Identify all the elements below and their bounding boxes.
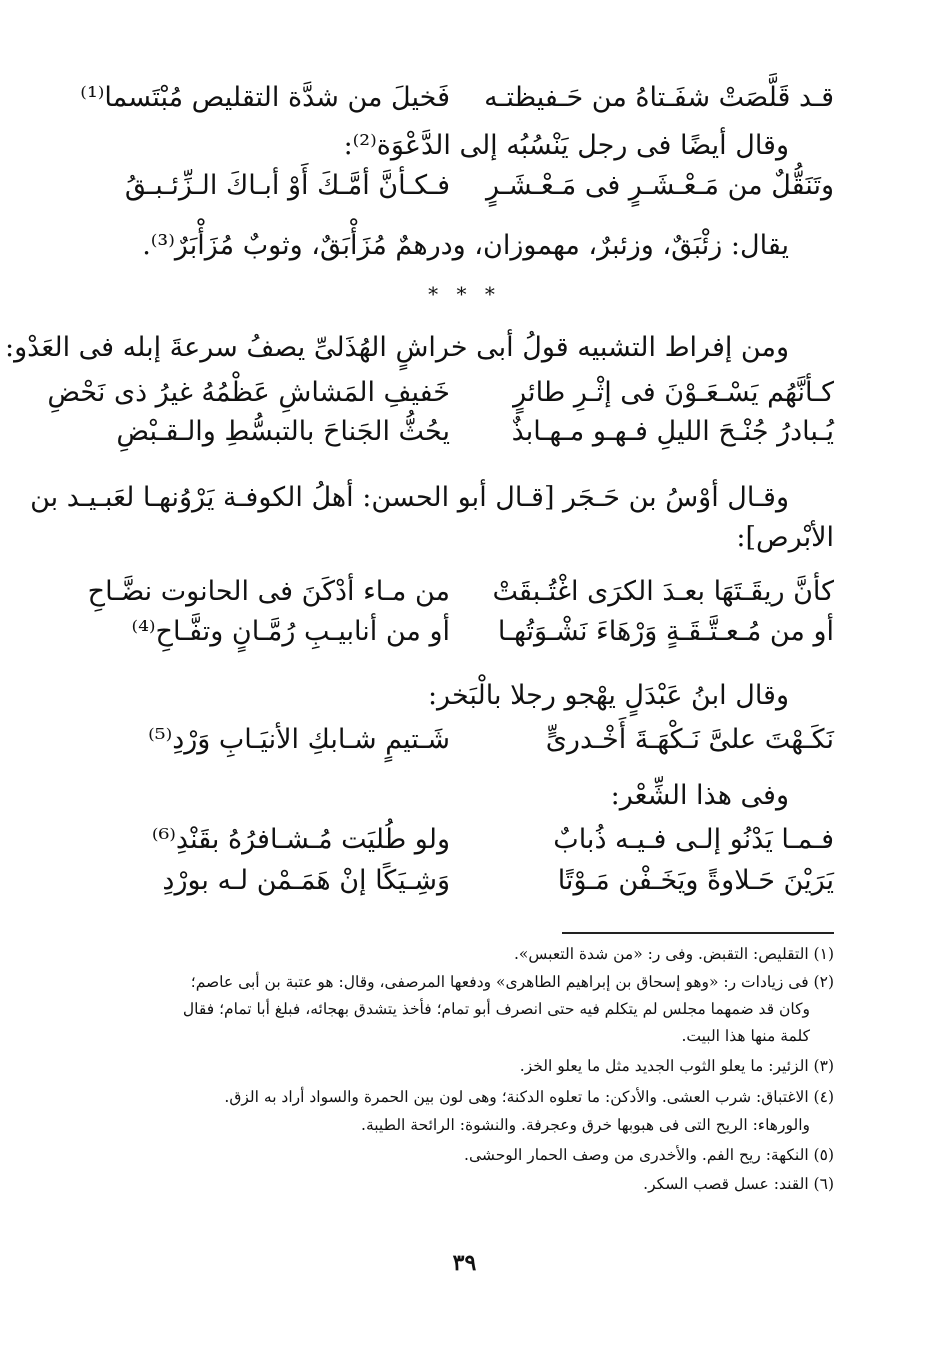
- verse-line: [95, 720, 834, 760]
- footnote: (٣) الزئير: ما يعلو الثوب الجديد مثل ما يعلو الخز.: [519, 1057, 834, 1075]
- verse-line: [87, 572, 834, 612]
- hemistich-first: فـمـا يَدْنُو إلـى فـيـه ذُبابٌ: [553, 824, 834, 855]
- prose-line: يقال: زئْبَقٌ، وزئبرٌ، مهموزان، ودرهمٌ مُزَأْبَقٌ، وثوبٌ مُزَأْبَرٌ⁽³⁾.: [142, 230, 789, 261]
- hemistich-first: قـد قَلَّصَتْ شفَـتاهُ من حَـفيظتـه: [484, 82, 834, 113]
- verse-line: [47, 373, 834, 413]
- verse-line: [95, 412, 834, 452]
- prose-line: وقال أيضًا فى رجل يَنْسُبُه إلى الدَّعْوَة⁽²⁾:: [343, 130, 789, 161]
- verse-line: [95, 820, 834, 860]
- prose-line: ومن إفراط التشبيه قولُ أبى خراشٍ الهُذَلىِّ يصفُ سرعةَ إبله فى العَدْو:: [5, 332, 789, 363]
- prose-line: الأبْرص]:: [736, 522, 834, 553]
- hemistich-first: وتَنَقُّلٌ من مَـعْـشَـرٍ فى مَـعْـشَـرٍ: [486, 170, 834, 201]
- footnote: (١) التقليص: التقبض. وفى ر: «من شدة التعبس».: [513, 945, 834, 963]
- hemistich-first: نَكَـهْتَ علىَّ نَـكْهَـةَ أَخْـدرىٍّ: [545, 724, 834, 755]
- hemistich-second: يحُثُّ الجَناحَ بالتبسُّطِ والـقـبْضِ: [116, 416, 450, 447]
- hemistich-first: يَرَيْنَ حَـلاوةً ويَخَـفْن مَـوْتًا: [557, 865, 834, 896]
- prose-line: وفى هذا الشِّعْر:: [610, 780, 789, 811]
- hemistich-first: أو من مُـعـتَّـقَـةٍ وَرْهَاءَ نَشْـوَتُهـا: [497, 616, 834, 647]
- hemistich-second: ولو طُليَت مُـشـافرُهُ بقَنْدِ⁽⁶⁾: [151, 824, 450, 855]
- hemistich-second: شَـتيمٍ شـابكِ الأنيَـابِ وَرْدِ⁽⁵⁾: [148, 724, 450, 755]
- page-number: ٣٩: [452, 1250, 477, 1276]
- footnote: (٤) الاغتباق: شرب العشى. والأدكن: ما تعلوه الدكنة؛ وهى لون بين الحمرة والسواد أراد به الزق.: [224, 1088, 834, 1106]
- footnote-continuation: وكان قد ضمهما مجلس لم يتكلم فيه حتى انصرف أبو تمام؛ فأخذ يتشدق بهجائه، فبلغ أبا تمام؛ فقال: [182, 1000, 810, 1018]
- footnote: (٦) القند: عسل قصب السكر.: [643, 1175, 834, 1193]
- prose-line: وقـال أوْسُ بن حَـجَر [قـال أبو الحسن: أهلُ الكوفـة يَرْوُنهـا لعَبـيـد بن: [30, 482, 789, 513]
- footnote-divider: [562, 932, 834, 934]
- footnote: (٢) فى زيادات ر: «وهو إسحاق بن إبراهيم الطاهرى» ودفعها المرصفى، وقال: هو عتبة بن أبى عاصم؛: [190, 973, 834, 991]
- hemistich-second: من مـاء أدْكَنَ فى الحانوت نضَّـاحِ: [87, 576, 450, 607]
- footnote: (٥) النكهة: ريح الفم. والأخدرى من وصف الحمار الوحشى.: [464, 1146, 834, 1164]
- hemistich-second: أو من أنابيـبِ رُمَّـانٍ وتفَّـاحِ⁽⁴⁾: [131, 616, 450, 647]
- verse-line: [95, 612, 834, 652]
- hemistich-second: فَخيلَ من شدَّة التقليص مُبْتَسما⁽¹⁾: [80, 82, 450, 113]
- hemistich-second: وَشِـيَكًا إنْ هَمَـمْن لـه بورْدِ: [162, 865, 450, 896]
- hemistich-first: كـأنَّهُم يَسْـعَـوْنَ فى إثْـرِ طائرٍ: [513, 377, 834, 408]
- footnote-continuation: كلمة منها هذا البيت.: [681, 1027, 810, 1045]
- section-separator: * * *: [428, 282, 501, 306]
- verse-line: [80, 78, 834, 118]
- prose-line: وقال ابنُ عَبْدَلٍ يهْجو رجلا بالْبَخر:: [427, 680, 789, 711]
- verse-line: [95, 861, 834, 901]
- footnote-continuation: والورهاء: الريح التى فى هبوبها خرق وعجرفة. والنشوة: الرائحة الطيبة.: [361, 1116, 810, 1134]
- hemistich-second: فـكـأنَّ أمَّـكَ أَوْ أبـاكَ الـزِّئـبـقُ: [124, 170, 450, 201]
- hemistich-second: خَفيفِ المَشاشِ عَظْمُهُ غيرُ ذى نَحْضِ: [47, 377, 450, 408]
- hemistich-first: كأنَّ ريقَـتَهَا بعـدَ الكرَى اغْتُـبقَتْ: [492, 576, 834, 607]
- hemistich-first: يُـبادرُ جُنْـحَ الليلِ فـهـو مـهـابذٌ: [511, 416, 834, 447]
- verse-line: [95, 166, 834, 206]
